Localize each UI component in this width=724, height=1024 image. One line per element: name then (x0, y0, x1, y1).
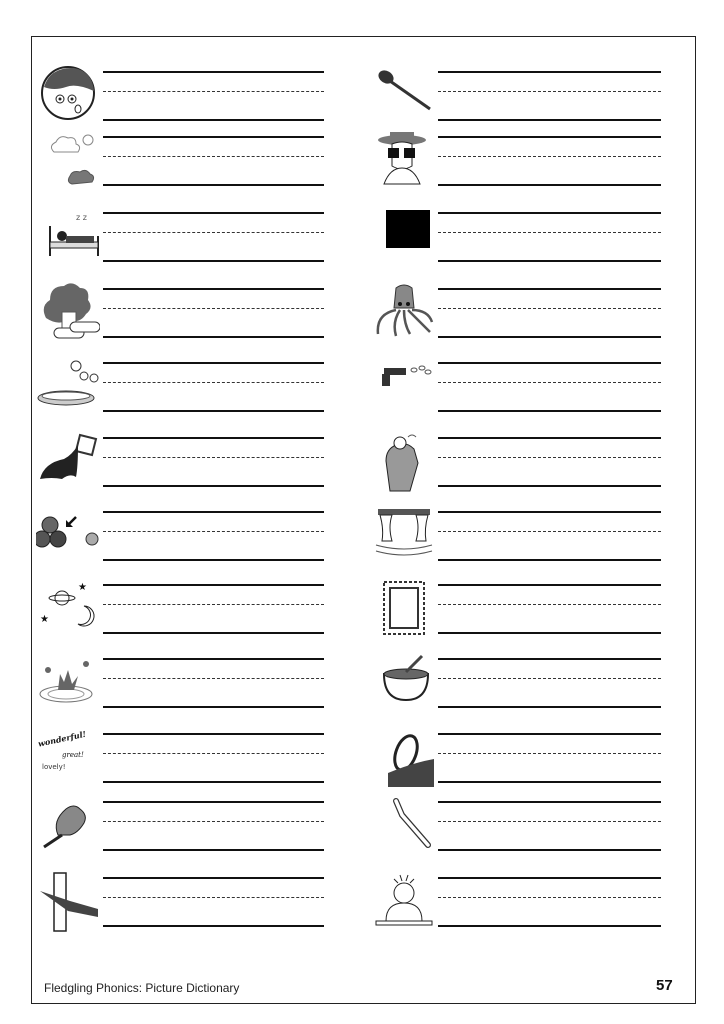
base-line[interactable] (438, 410, 661, 412)
mid-line[interactable] (103, 678, 324, 679)
bed-icon (36, 206, 100, 258)
words-word-3: lovely! (42, 763, 66, 771)
top-line[interactable] (103, 733, 324, 735)
mid-line[interactable] (438, 753, 661, 754)
page-frame (31, 36, 696, 1004)
stressed-person-icon (372, 871, 436, 935)
base-line[interactable] (438, 260, 661, 262)
top-line[interactable] (438, 511, 661, 513)
spoon-icon (372, 65, 436, 121)
base-line[interactable] (103, 559, 324, 561)
mid-line[interactable] (103, 232, 324, 233)
base-line[interactable] (438, 849, 661, 851)
top-line[interactable] (103, 288, 324, 290)
stamp-icon (372, 578, 436, 642)
top-line[interactable] (438, 877, 661, 879)
top-line[interactable] (103, 658, 324, 660)
mid-line[interactable] (103, 156, 324, 157)
mid-line[interactable] (438, 604, 661, 605)
spill-bucket-icon (36, 431, 100, 491)
top-line[interactable] (103, 362, 324, 364)
footer-title: Fledgling Phonics: Picture Dictionary (44, 981, 240, 995)
straw-icon (372, 795, 436, 859)
base-line[interactable] (438, 632, 661, 634)
planet-moon-stars-icon (36, 578, 100, 634)
words-icon (36, 727, 100, 779)
base-line[interactable] (438, 559, 661, 561)
top-line[interactable] (103, 877, 324, 879)
svg-text:★: ★ (78, 582, 87, 593)
mid-line[interactable] (438, 457, 661, 458)
mid-line[interactable] (438, 232, 661, 233)
words-word-1: wonderful! (37, 728, 87, 749)
base-line[interactable] (103, 925, 324, 927)
top-line[interactable] (103, 212, 324, 214)
top-line[interactable] (438, 71, 661, 73)
top-line[interactable] (438, 288, 661, 290)
glove-icon (36, 795, 100, 851)
face-icon (36, 65, 100, 121)
top-line[interactable] (103, 437, 324, 439)
base-line[interactable] (103, 706, 324, 708)
base-line[interactable] (103, 119, 324, 121)
top-line[interactable] (438, 212, 661, 214)
base-line[interactable] (103, 336, 324, 338)
mid-line[interactable] (103, 91, 324, 92)
base-line[interactable] (103, 632, 324, 634)
squid-icon (372, 282, 436, 346)
base-line[interactable] (438, 781, 661, 783)
base-line[interactable] (438, 485, 661, 487)
top-line[interactable] (103, 801, 324, 803)
smoke-logs-icon (36, 282, 100, 346)
base-line[interactable] (438, 336, 661, 338)
top-line[interactable] (438, 437, 661, 439)
mid-line[interactable] (438, 678, 661, 679)
base-line[interactable] (103, 849, 324, 851)
squeeze-hand-icon (372, 431, 436, 495)
top-line[interactable] (103, 71, 324, 73)
mid-line[interactable] (438, 156, 661, 157)
base-line[interactable] (103, 410, 324, 412)
stage-curtain-icon (372, 505, 436, 561)
splash-icon (36, 652, 100, 708)
top-line[interactable] (438, 136, 661, 138)
top-line[interactable] (438, 801, 661, 803)
base-line[interactable] (438, 119, 661, 121)
mid-line[interactable] (103, 604, 324, 605)
base-line[interactable] (103, 260, 324, 262)
base-line[interactable] (103, 781, 324, 783)
top-line[interactable] (103, 511, 324, 513)
bubbles-tray-icon (36, 356, 100, 412)
circles-arrow-icon (36, 505, 108, 561)
base-line[interactable] (103, 485, 324, 487)
base-line[interactable] (438, 925, 661, 927)
pot-stir-icon (372, 652, 436, 708)
words-word-2: great! (62, 751, 84, 759)
top-line[interactable] (438, 658, 661, 660)
top-line[interactable] (438, 584, 661, 586)
mid-line[interactable] (103, 531, 324, 532)
page-number: 57 (656, 977, 673, 994)
mid-line[interactable] (103, 753, 324, 754)
top-line[interactable] (103, 136, 324, 138)
mid-line[interactable] (438, 91, 661, 92)
mid-line[interactable] (103, 821, 324, 822)
svg-text:z z: z z (76, 213, 87, 222)
spy-binoculars-icon (372, 130, 436, 186)
top-line[interactable] (438, 733, 661, 735)
knife-icon (36, 871, 100, 935)
base-line[interactable] (438, 184, 661, 186)
mid-line[interactable] (103, 457, 324, 458)
base-line[interactable] (103, 184, 324, 186)
top-line[interactable] (438, 362, 661, 364)
mid-line[interactable] (438, 308, 661, 309)
mid-line[interactable] (438, 382, 661, 383)
svg-text:★: ★ (40, 614, 49, 625)
clouds-icon (36, 130, 100, 190)
black-square-icon (372, 206, 436, 262)
mid-line[interactable] (438, 531, 661, 532)
mid-line[interactable] (103, 897, 324, 898)
mid-line[interactable] (438, 821, 661, 822)
mid-line[interactable] (103, 382, 324, 383)
hoop-hill-icon (372, 727, 436, 791)
mid-line[interactable] (103, 308, 324, 309)
mid-line[interactable] (438, 897, 661, 898)
top-line[interactable] (103, 584, 324, 586)
squirt-gun-icon (372, 356, 436, 396)
base-line[interactable] (438, 706, 661, 708)
